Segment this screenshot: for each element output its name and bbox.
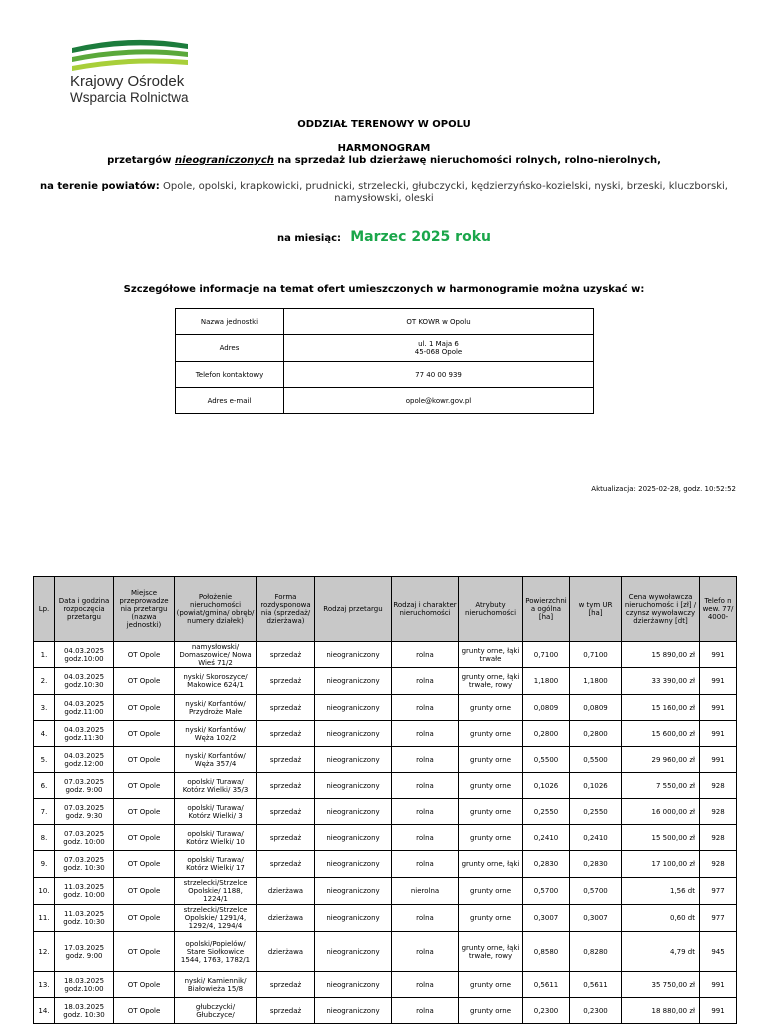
tender-date-time: godz.10:00 (64, 654, 104, 663)
total-area: 0,5700 (523, 878, 570, 905)
phone-ext: 928 (700, 799, 737, 825)
contact-table (175, 308, 594, 414)
contact-label: Adres e-mail (176, 388, 284, 414)
phone-ext: 991 (700, 695, 737, 721)
tender-date-date: 04.03.2025 (63, 725, 105, 734)
starting-price: 4,79 dt (622, 932, 700, 972)
kowr-logo (70, 38, 200, 105)
row-number: 5. (34, 747, 55, 773)
disposal-form: sprzedaż (257, 972, 315, 998)
tender-date-date: 07.03.2025 (63, 803, 105, 812)
property-attributes: grunty orne (459, 972, 523, 998)
property-attributes: grunty orne, łąki trwałe, rowy (459, 932, 523, 972)
disposal-form: dzierżawa (257, 878, 315, 905)
property-location: strzelecki/Strzelce Opolskie/ 1291/4, 1292/4, 1294/4 (175, 905, 257, 932)
tender-place: OT Opole (114, 773, 175, 799)
tender-date-time: godz. 10:00 (63, 891, 105, 899)
disposal-form: sprzedaż (257, 668, 315, 695)
phone-ext: 991 (700, 721, 737, 747)
area-label: na terenie powiatów: (40, 181, 160, 192)
logo-line-1: Krajowy Ośrodek (70, 73, 185, 90)
agricultural-area: 0,2410 (570, 825, 622, 851)
row-number: 6. (34, 773, 55, 799)
tender-date-time: godz. 10:30 (63, 1010, 105, 1019)
total-area: 0,7100 (523, 642, 570, 668)
subtitle-post: na sprzedaż lub dzierżawę nieruchomości rolnych, rolno-nierolnych, (277, 155, 661, 166)
tender-place: OT Opole (114, 668, 175, 695)
tender-date-date: 04.03.2025 (63, 646, 105, 655)
phone-ext: 928 (700, 851, 737, 878)
phone-ext: 991 (700, 972, 737, 998)
tender-date (55, 799, 114, 825)
property-kind: rolna (392, 773, 459, 799)
tender-date-time: godz.11:00 (64, 707, 104, 716)
property-attributes: grunty orne (459, 799, 523, 825)
tender-date (55, 851, 114, 878)
property-location: opolski/ Turawa/ Kotórz Wielki/ 35/3 (175, 773, 257, 799)
contact-row (176, 309, 594, 335)
contact-label: Telefon kontaktowy (176, 362, 284, 388)
row-number: 7. (34, 799, 55, 825)
contact-row (176, 335, 594, 362)
property-attributes: grunty orne (459, 905, 523, 932)
row-number: 12. (34, 932, 55, 972)
tender-type: nieograniczony (315, 878, 392, 905)
month-line (0, 231, 768, 245)
tender-schedule-table (33, 576, 737, 1024)
schedule-subtitle (0, 155, 768, 167)
property-location: nyski/ Korfantów/ Węża 357/4 (175, 747, 257, 773)
property-location: namysłowski/ Domaszowice/ Nowa Wieś 71/2 (175, 642, 257, 668)
phone-ext: 928 (700, 773, 737, 799)
logo-line-2: Wsparcia Rolnictwa (70, 90, 189, 105)
column-header: Miejsce przeprowadze nia przetargu (nazwa jednostki) (114, 577, 175, 642)
address-city: 45-068 Opole (414, 348, 463, 356)
property-location: nyski/ Skoroszyce/ Makowice 624/1 (175, 668, 257, 695)
tender-type: nieograniczony (315, 642, 392, 668)
disposal-form: sprzedaż (257, 851, 315, 878)
total-area: 0,2410 (523, 825, 570, 851)
agricultural-area: 0,2550 (570, 799, 622, 825)
starting-price: 29 960,00 zł (622, 747, 700, 773)
property-kind: nierolna (392, 878, 459, 905)
table-row (34, 668, 737, 695)
total-area: 0,2800 (523, 721, 570, 747)
contact-value: OT KOWR w Opolu (284, 309, 594, 335)
starting-price: 15 500,00 zł (622, 825, 700, 851)
table-body (34, 642, 737, 1024)
agricultural-area: 0,1026 (570, 773, 622, 799)
area-line (30, 181, 738, 205)
tender-date (55, 972, 114, 998)
phone-ext: 977 (700, 905, 737, 932)
tender-type: nieograniczony (315, 825, 392, 851)
tender-place: OT Opole (114, 799, 175, 825)
column-header: w tym UR [ha] (570, 577, 622, 642)
starting-price: 7 550,00 zł (622, 773, 700, 799)
property-attributes: grunty orne (459, 695, 523, 721)
table-row (34, 932, 737, 972)
property-attributes: grunty orne (459, 773, 523, 799)
starting-price: 16 000,00 zł (622, 799, 700, 825)
property-kind: rolna (392, 905, 459, 932)
starting-price: 0,60 dt (622, 905, 700, 932)
column-header: Powierzchni a ogólna [ha] (523, 577, 570, 642)
property-location: opolski/ Turawa/ Kotórz Wielki/ 3 (175, 799, 257, 825)
table-row (34, 773, 737, 799)
tender-date-date: 04.03.2025 (63, 751, 105, 760)
total-area: 0,5500 (523, 747, 570, 773)
property-attributes: grunty orne (459, 747, 523, 773)
branch-title: ODDZIAŁ TERENOWY W OPOLU (297, 119, 471, 130)
table-row (34, 825, 737, 851)
property-location: głubczycki/ Głubczyce/ (175, 998, 257, 1024)
property-kind: rolna (392, 998, 459, 1024)
tender-place: OT Opole (114, 721, 175, 747)
table-row (34, 799, 737, 825)
month-value: Marzec 2025 roku (350, 229, 491, 245)
tender-type: nieograniczony (315, 972, 392, 998)
tender-date-time: godz.11:30 (64, 733, 104, 742)
property-kind: rolna (392, 799, 459, 825)
property-location: nyski/ Kamiennik/ Białowieża 15/8 (175, 972, 257, 998)
agricultural-area: 0,5611 (570, 972, 622, 998)
property-location: strzelecki/Strzelce Opolskie/ 1188, 1224/1 (175, 878, 257, 905)
column-header: Data i godzina rozpoczęcia przetargu (55, 577, 114, 642)
tender-date-time: godz.10:00 (64, 984, 104, 993)
info-heading: Szczegółowe informacje na temat ofert umieszczonych w harmonogramie można uzyskać w: (123, 284, 645, 295)
total-area: 0,2830 (523, 851, 570, 878)
property-kind: rolna (392, 668, 459, 695)
row-number: 2. (34, 668, 55, 695)
update-timestamp: Aktualizacja: 2025-02-28, godz. 10:52:52 (591, 485, 736, 493)
disposal-form: sprzedaż (257, 721, 315, 747)
row-number: 10. (34, 878, 55, 905)
tender-date (55, 878, 114, 905)
tender-date (55, 668, 114, 695)
total-area: 0,5611 (523, 972, 570, 998)
tender-date (55, 905, 114, 932)
column-header: Rodzaj przetargu (315, 577, 392, 642)
agricultural-area: 0,3007 (570, 905, 622, 932)
property-location: nyski/ Korfantów/ Przydroże Małe (175, 695, 257, 721)
disposal-form: sprzedaż (257, 773, 315, 799)
tender-date (55, 773, 114, 799)
property-attributes: grunty orne, łąki (459, 851, 523, 878)
tender-place: OT Opole (114, 972, 175, 998)
tender-place: OT Opole (114, 747, 175, 773)
property-location: opolski/ Turawa/ Kotórz Wielki/ 10 (175, 825, 257, 851)
total-area: 0,8580 (523, 932, 570, 972)
column-header: Atrybuty nieruchomości (459, 577, 523, 642)
tender-type: nieograniczony (315, 998, 392, 1024)
table-row (34, 878, 737, 905)
agricultural-area: 0,2300 (570, 998, 622, 1024)
total-area: 1,1800 (523, 668, 570, 695)
table-row (34, 998, 737, 1024)
tender-type: nieograniczony (315, 721, 392, 747)
total-area: 0,2550 (523, 799, 570, 825)
schedule-title: HARMONOGRAM (337, 143, 431, 154)
starting-price: 15 160,00 zł (622, 695, 700, 721)
subtitle-pre: przetargów (107, 155, 172, 166)
property-kind: rolna (392, 747, 459, 773)
agricultural-area: 0,2800 (570, 721, 622, 747)
tender-date-date: 04.03.2025 (63, 673, 105, 681)
phone-ext: 991 (700, 747, 737, 773)
property-attributes: grunty orne (459, 878, 523, 905)
agricultural-area: 0,8280 (570, 932, 622, 972)
tender-type: nieograniczony (315, 905, 392, 932)
starting-price: 35 750,00 zł (622, 972, 700, 998)
subtitle-emphasis: nieograniczonych (174, 155, 274, 166)
total-area: 0,3007 (523, 905, 570, 932)
starting-price: 15 890,00 zł (622, 642, 700, 668)
month-label: na miesiąc: (277, 233, 342, 244)
tender-date-time: godz.10:30 (64, 681, 104, 689)
total-area: 0,1026 (523, 773, 570, 799)
address-street: ul. 1 Maja 6 (418, 340, 459, 348)
property-attributes: grunty orne, łąki trwałe, rowy (459, 668, 523, 695)
agricultural-area: 1,1800 (570, 668, 622, 695)
tender-place: OT Opole (114, 695, 175, 721)
property-kind: rolna (392, 695, 459, 721)
table-row (34, 695, 737, 721)
total-area: 0,2300 (523, 998, 570, 1024)
tender-place: OT Opole (114, 932, 175, 972)
tender-date-date: 07.03.2025 (63, 829, 105, 838)
disposal-form: sprzedaż (257, 998, 315, 1024)
row-number: 14. (34, 998, 55, 1024)
property-attributes: grunty orne (459, 721, 523, 747)
property-attributes: grunty orne (459, 998, 523, 1024)
phone-ext: 991 (700, 668, 737, 695)
tender-type: nieograniczony (315, 773, 392, 799)
tender-type: nieograniczony (315, 695, 392, 721)
tender-date-date: 18.03.2025 (63, 1002, 105, 1011)
tender-date-date: 17.03.2025 (63, 943, 105, 952)
tender-date (55, 825, 114, 851)
starting-price: 1,56 dt (622, 878, 700, 905)
table-row (34, 642, 737, 668)
row-number: 3. (34, 695, 55, 721)
property-attributes: grunty orne, łąki trwałe (459, 642, 523, 668)
agricultural-area: 0,7100 (570, 642, 622, 668)
tender-date (55, 695, 114, 721)
tender-date-date: 04.03.2025 (63, 699, 105, 708)
tender-place: OT Opole (114, 642, 175, 668)
tender-date-time: godz. 9:30 (65, 811, 103, 820)
tender-type: nieograniczony (315, 799, 392, 825)
phone-ext: 991 (700, 642, 737, 668)
tender-date (55, 747, 114, 773)
contact-row (176, 362, 594, 388)
tender-place: OT Opole (114, 878, 175, 905)
column-header: Położenie nieruchomości (powiat/gmina/ obręb/ numery działek) (175, 577, 257, 642)
tender-place: OT Opole (114, 851, 175, 878)
column-header: Cena wywoławcza nieruchomośc i [zł] / czynsz wywoławczy dzierżawny [dt] (622, 577, 700, 642)
kowr-logo-mark (70, 38, 190, 72)
property-kind: rolna (392, 972, 459, 998)
column-header: Rodzaj i charakter nieruchomości (392, 577, 459, 642)
column-header: Telefo n wew. 77/ 4000- (700, 577, 737, 642)
tender-date (55, 998, 114, 1024)
property-kind: rolna (392, 642, 459, 668)
disposal-form: dzierżawa (257, 932, 315, 972)
tender-date-time: godz. 9:00 (65, 785, 103, 794)
tender-type: nieograniczony (315, 668, 392, 695)
phone-ext: 945 (700, 932, 737, 972)
tender-type: nieograniczony (315, 747, 392, 773)
phone-ext: 977 (700, 878, 737, 905)
row-number: 1. (34, 642, 55, 668)
area-value: Opole, opolski, krapkowicki, prudnicki, strzelecki, głubczycki, kędzierzyńsko-kozielski, nyski, brzeski, kluczborski, namysłowski, oleski (162, 181, 728, 204)
tender-place: OT Opole (114, 905, 175, 932)
tender-date-date: 07.03.2025 (63, 777, 105, 786)
tender-date-date: 07.03.2025 (63, 856, 105, 864)
agricultural-area: 0,5700 (570, 878, 622, 905)
agricultural-area: 0,0809 (570, 695, 622, 721)
tender-place: OT Opole (114, 998, 175, 1024)
property-location: opolski/ Turawa/ Kotórz Wielki/ 17 (175, 851, 257, 878)
tender-type: nieograniczony (315, 851, 392, 878)
table-row (34, 851, 737, 878)
row-number: 8. (34, 825, 55, 851)
contact-email[interactable]: opole@kowr.gov.pl (284, 388, 594, 414)
phone-ext: 928 (700, 825, 737, 851)
tender-date (55, 642, 114, 668)
column-header: Lp. (34, 577, 55, 642)
contact-label: Adres (176, 335, 284, 362)
tender-type: nieograniczony (315, 932, 392, 972)
tender-place: OT Opole (114, 825, 175, 851)
contact-value: 77 40 00 939 (284, 362, 594, 388)
property-kind: rolna (392, 851, 459, 878)
tender-date (55, 721, 114, 747)
tender-date-time: godz.12:00 (64, 759, 104, 768)
column-header: Forma rozdysponowa nia (sprzedaż/ dzierżawa) (257, 577, 315, 642)
tender-date (55, 932, 114, 972)
disposal-form: sprzedaż (257, 642, 315, 668)
agricultural-area: 0,5500 (570, 747, 622, 773)
tender-date-time: godz. 9:00 (65, 951, 103, 960)
table-header-row (34, 577, 737, 642)
tender-date-date: 11.03.2025 (63, 910, 105, 918)
property-kind: rolna (392, 932, 459, 972)
row-number: 4. (34, 721, 55, 747)
starting-price: 18 880,00 zł (622, 998, 700, 1024)
agricultural-area: 0,2830 (570, 851, 622, 878)
disposal-form: sprzedaż (257, 799, 315, 825)
property-kind: rolna (392, 721, 459, 747)
property-location: opolski/Popielów/ Stare Siołkowice 1544, 1763, 1782/1 (175, 932, 257, 972)
disposal-form: dzierżawa (257, 905, 315, 932)
disposal-form: sprzedaż (257, 695, 315, 721)
tender-date-time: godz. 10:00 (63, 837, 105, 846)
starting-price: 15 600,00 zł (622, 721, 700, 747)
contact-label: Nazwa jednostki (176, 309, 284, 335)
contact-row (176, 388, 594, 414)
row-number: 11. (34, 905, 55, 932)
logo-swoosh (72, 58, 188, 71)
disposal-form: sprzedaż (257, 747, 315, 773)
property-location: nyski/ Korfantów/ Węża 102/2 (175, 721, 257, 747)
tender-date-time: godz. 10:30 (63, 918, 105, 926)
disposal-form: sprzedaż (257, 825, 315, 851)
table-row (34, 972, 737, 998)
row-number: 9. (34, 851, 55, 878)
total-area: 0,0809 (523, 695, 570, 721)
starting-price: 33 390,00 zł (622, 668, 700, 695)
row-number: 13. (34, 972, 55, 998)
contact-value (284, 335, 594, 362)
property-kind: rolna (392, 825, 459, 851)
tender-date-time: godz. 10:30 (63, 864, 105, 872)
tender-date-date: 11.03.2025 (63, 883, 105, 891)
tender-date-date: 18.03.2025 (63, 976, 105, 985)
starting-price: 17 100,00 zł (622, 851, 700, 878)
table-row (34, 747, 737, 773)
phone-ext: 991 (700, 998, 737, 1024)
table-row (34, 905, 737, 932)
property-attributes: grunty orne (459, 825, 523, 851)
table-row (34, 721, 737, 747)
